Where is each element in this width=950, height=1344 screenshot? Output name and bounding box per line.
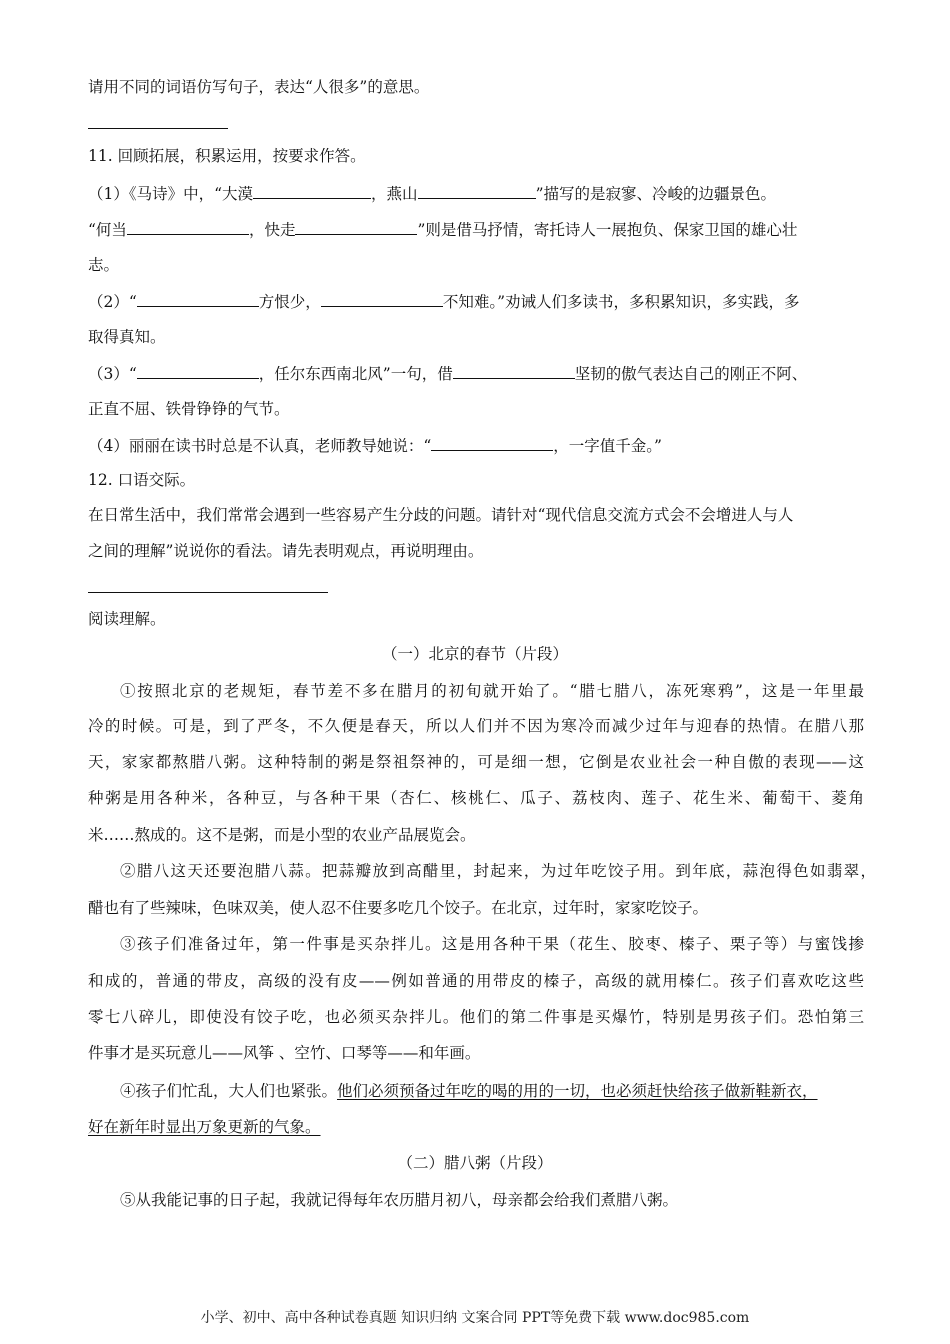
q10-instruction: 请用不同的词语仿写句子，表达“人很多”的意思。 <box>88 78 430 96</box>
paragraph-line: ⑤从我能记事的日子起，我就记得每年农历腊月初八，母亲都会给我们煮腊八粥。 <box>120 1191 679 1209</box>
answer-line <box>88 592 328 593</box>
paragraph-line: 醋也有了些辣味，色味双美，使人忍不住要多吃几个饺子。在北京，过年时，家家吃饺子。 <box>88 899 709 917</box>
paragraph-line: 零七八碎儿，即使没有饺子吃，也必须买杂拌儿。他们的第二件事是买爆竹，特别是男孩子们。恐怕第三 <box>88 1008 864 1026</box>
q12-title: 12. 口语交际。 <box>88 471 196 489</box>
q12-prompt: 在日常生活中，我们常常会遇到一些容易产生分歧的问题。请针对“现代信息交流方式会不会增进人与人 <box>88 506 794 524</box>
fill-blank[interactable] <box>253 183 371 199</box>
q11-title: 11. 回顾拓展，积累运用，按要求作答。 <box>88 147 366 165</box>
fill-blank[interactable] <box>321 291 443 307</box>
paragraph-line: 米……熬成的。这不是粥，而是小型的农业产品展览会。 <box>88 826 476 844</box>
paragraph-line: 天，家家都熬腊八粥。这种特制的粥是祭祖祭神的，可是细一想，它倒是农业社会一种自傲的表现——这 <box>88 753 864 771</box>
page-footer: 小学、初中、高中各种试卷真题 知识归纳 文案合同 PPT等免费下载 www.doc985.com <box>200 1310 750 1326</box>
paragraph-line: ②腊八这天还要泡腊八蒜。把蒜瓣放到高醋里，封起来，为过年吃饺子用。到年底，蒜泡得色如翡翠， <box>120 862 876 880</box>
paragraph-line: 种粥是用各种米，各种豆，与各种干果（杏仁、核桃仁、瓜子、荔枝肉、莲子、花生米、葡萄干、菱角 <box>88 789 864 807</box>
reading-heading: 阅读理解。 <box>88 610 166 628</box>
paragraph-line: ③孩子们准备过年，第一件事是买杂拌儿。这是用各种干果（花生、胶枣、榛子、栗子等）与蜜饯掺 <box>120 935 864 953</box>
q11-item-4: （4）丽丽在读书时总是不认真，老师教导她说：“ ，一字值千金。” <box>88 437 662 455</box>
q11-item-2-cont: 取得真知。 <box>88 328 166 346</box>
fill-blank[interactable] <box>453 363 575 379</box>
section-title: （二）腊八粥（片段） <box>397 1154 553 1172</box>
q12-prompt-cont: 之间的理解”说说你的看法。请先表明观点，再说明理由。 <box>88 542 484 560</box>
fill-blank[interactable] <box>431 435 553 451</box>
fill-blank[interactable] <box>127 219 249 235</box>
q11-item-2: （2）“ 方恨少， 不知难。”劝诫人们多读书，多积累知识，多实践，多 <box>88 293 800 311</box>
underlined-sentence: 好在新年时显出万象更新的气象。 <box>88 1118 321 1136</box>
underlined-sentence: 他们必须预备过年吃的喝的用的一切，也必须赶快给孩子做新鞋新衣， <box>337 1082 818 1100</box>
q11-item-1-cont: “何当 ，快走 ”则是借马抒情，寄托诗人一展抱负、保家卫国的雄心壮 <box>88 221 798 239</box>
q11-item-1: （1）《马诗》中，“大漠 ，燕山 ”描写的是寂寥、冷峻的边疆景色。 <box>88 185 776 203</box>
fill-blank[interactable] <box>418 183 536 199</box>
q11-item-1-end: 志。 <box>88 256 120 274</box>
fill-blank[interactable] <box>137 291 259 307</box>
paragraph-line: 冷的时候。可是，到了严冬，不久便是春天，所以人们并不因为寒冷而减少过年与迎春的热情。在腊八那 <box>88 717 864 735</box>
q11-item-3-cont: 正直不屈、铁骨铮铮的气节。 <box>88 400 290 418</box>
paragraph-line: ①按照北京的老规矩，春节差不多在腊月的初旬就开始了。“腊七腊八，冻死寒鸦”，这是一年里最 <box>120 682 864 700</box>
fill-blank[interactable] <box>295 219 417 235</box>
fill-blank[interactable] <box>137 363 259 379</box>
answer-line <box>88 128 228 129</box>
section-title: （一）北京的春节（片段） <box>381 645 568 663</box>
q11-item-3: （3）“ ，任尔东西南北风”一句，借 坚韧的傲气表达自己的刚正不阿、 <box>88 365 808 383</box>
paragraph-line: 件事才是买玩意儿——风筝 、空竹、口琴等——和年画。 <box>88 1044 481 1062</box>
paragraph-line: 和成的，普通的带皮，高级的没有皮——例如普通的用带皮的榛子，高级的就用榛仁。孩子们喜欢吃这些 <box>88 972 864 990</box>
paragraph-line: ④孩子们忙乱，大人们也紧张。他们必须预备过年吃的喝的用的一切，也必须赶快给孩子做新鞋新衣， <box>120 1082 818 1100</box>
